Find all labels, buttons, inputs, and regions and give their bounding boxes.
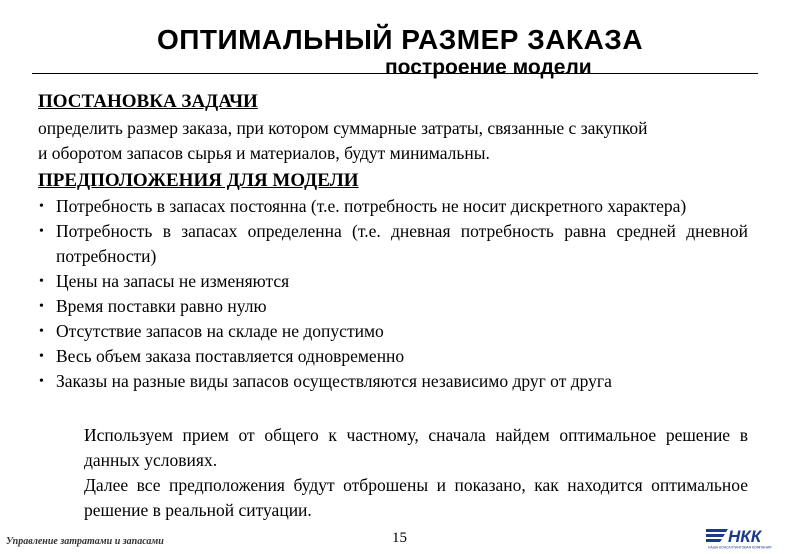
footer-course-title: Управление затратами и запасами [6,536,164,547]
bullet-icon: • [39,349,44,364]
bullet-icon: • [39,199,44,214]
list-item: • Отсутствие запасов на складе не допустимо [38,319,748,344]
list-item: • Цены на запасы не изменяются [38,269,748,294]
task-line: определить размер заказа, при котором суммарные затраты, связанные с закупкой [38,118,648,138]
logo-subtext: НАША КОНСАЛТИНГОВАЯ КОМПАНИЯ [708,545,772,550]
logo-text: НКК [728,527,762,546]
title-divider [32,73,758,74]
company-logo-icon [706,526,792,550]
list-item: • Весь объем заказа поставляется одновременно [38,344,748,369]
bullet-icon: • [39,299,44,314]
list-item: • Время поставки равно нулю [38,294,748,319]
task-line: и оборотом запасов сырья и материалов, будут минимальны. [38,143,490,163]
bullet-icon: • [39,374,44,389]
page-subtitle: построение модели [385,56,592,79]
bullet-icon: • [39,224,44,239]
assumptions-list [38,194,748,394]
assumptions-heading: ПРЕДПОЛОЖЕНИЯ ДЛЯ МОДЕЛИ [38,170,359,191]
page-number: 15 [392,530,407,546]
bullet-icon: • [39,324,44,339]
note-paragraph: Далее все предположения будут отброшены и показано, как находится оптимальное решение в реальной ситуации. [84,475,748,520]
bullet-icon: • [39,274,44,289]
task-description [38,116,778,166]
page-title: ОПТИМАЛЬНЫЙ РАЗМЕР ЗАКАЗА [156,24,644,55]
list-item: • Заказы на разные виды запасов осуществляются независимо друг от друга [38,369,748,394]
list-item: • Потребность в запасах постоянна (т.е. потребность не носит дискретного характера) [38,194,748,219]
note-paragraph: Используем прием от общего к частному, сначала найдем оптимальное решение в данных условиях. [84,425,748,470]
notes-block [84,423,748,523]
task-heading: ПОСТАНОВКА ЗАДАЧИ [38,91,258,112]
list-item: • Потребность в запасах определенна (т.е. дневная потребность равна средней дневной потребности) [39,221,748,266]
